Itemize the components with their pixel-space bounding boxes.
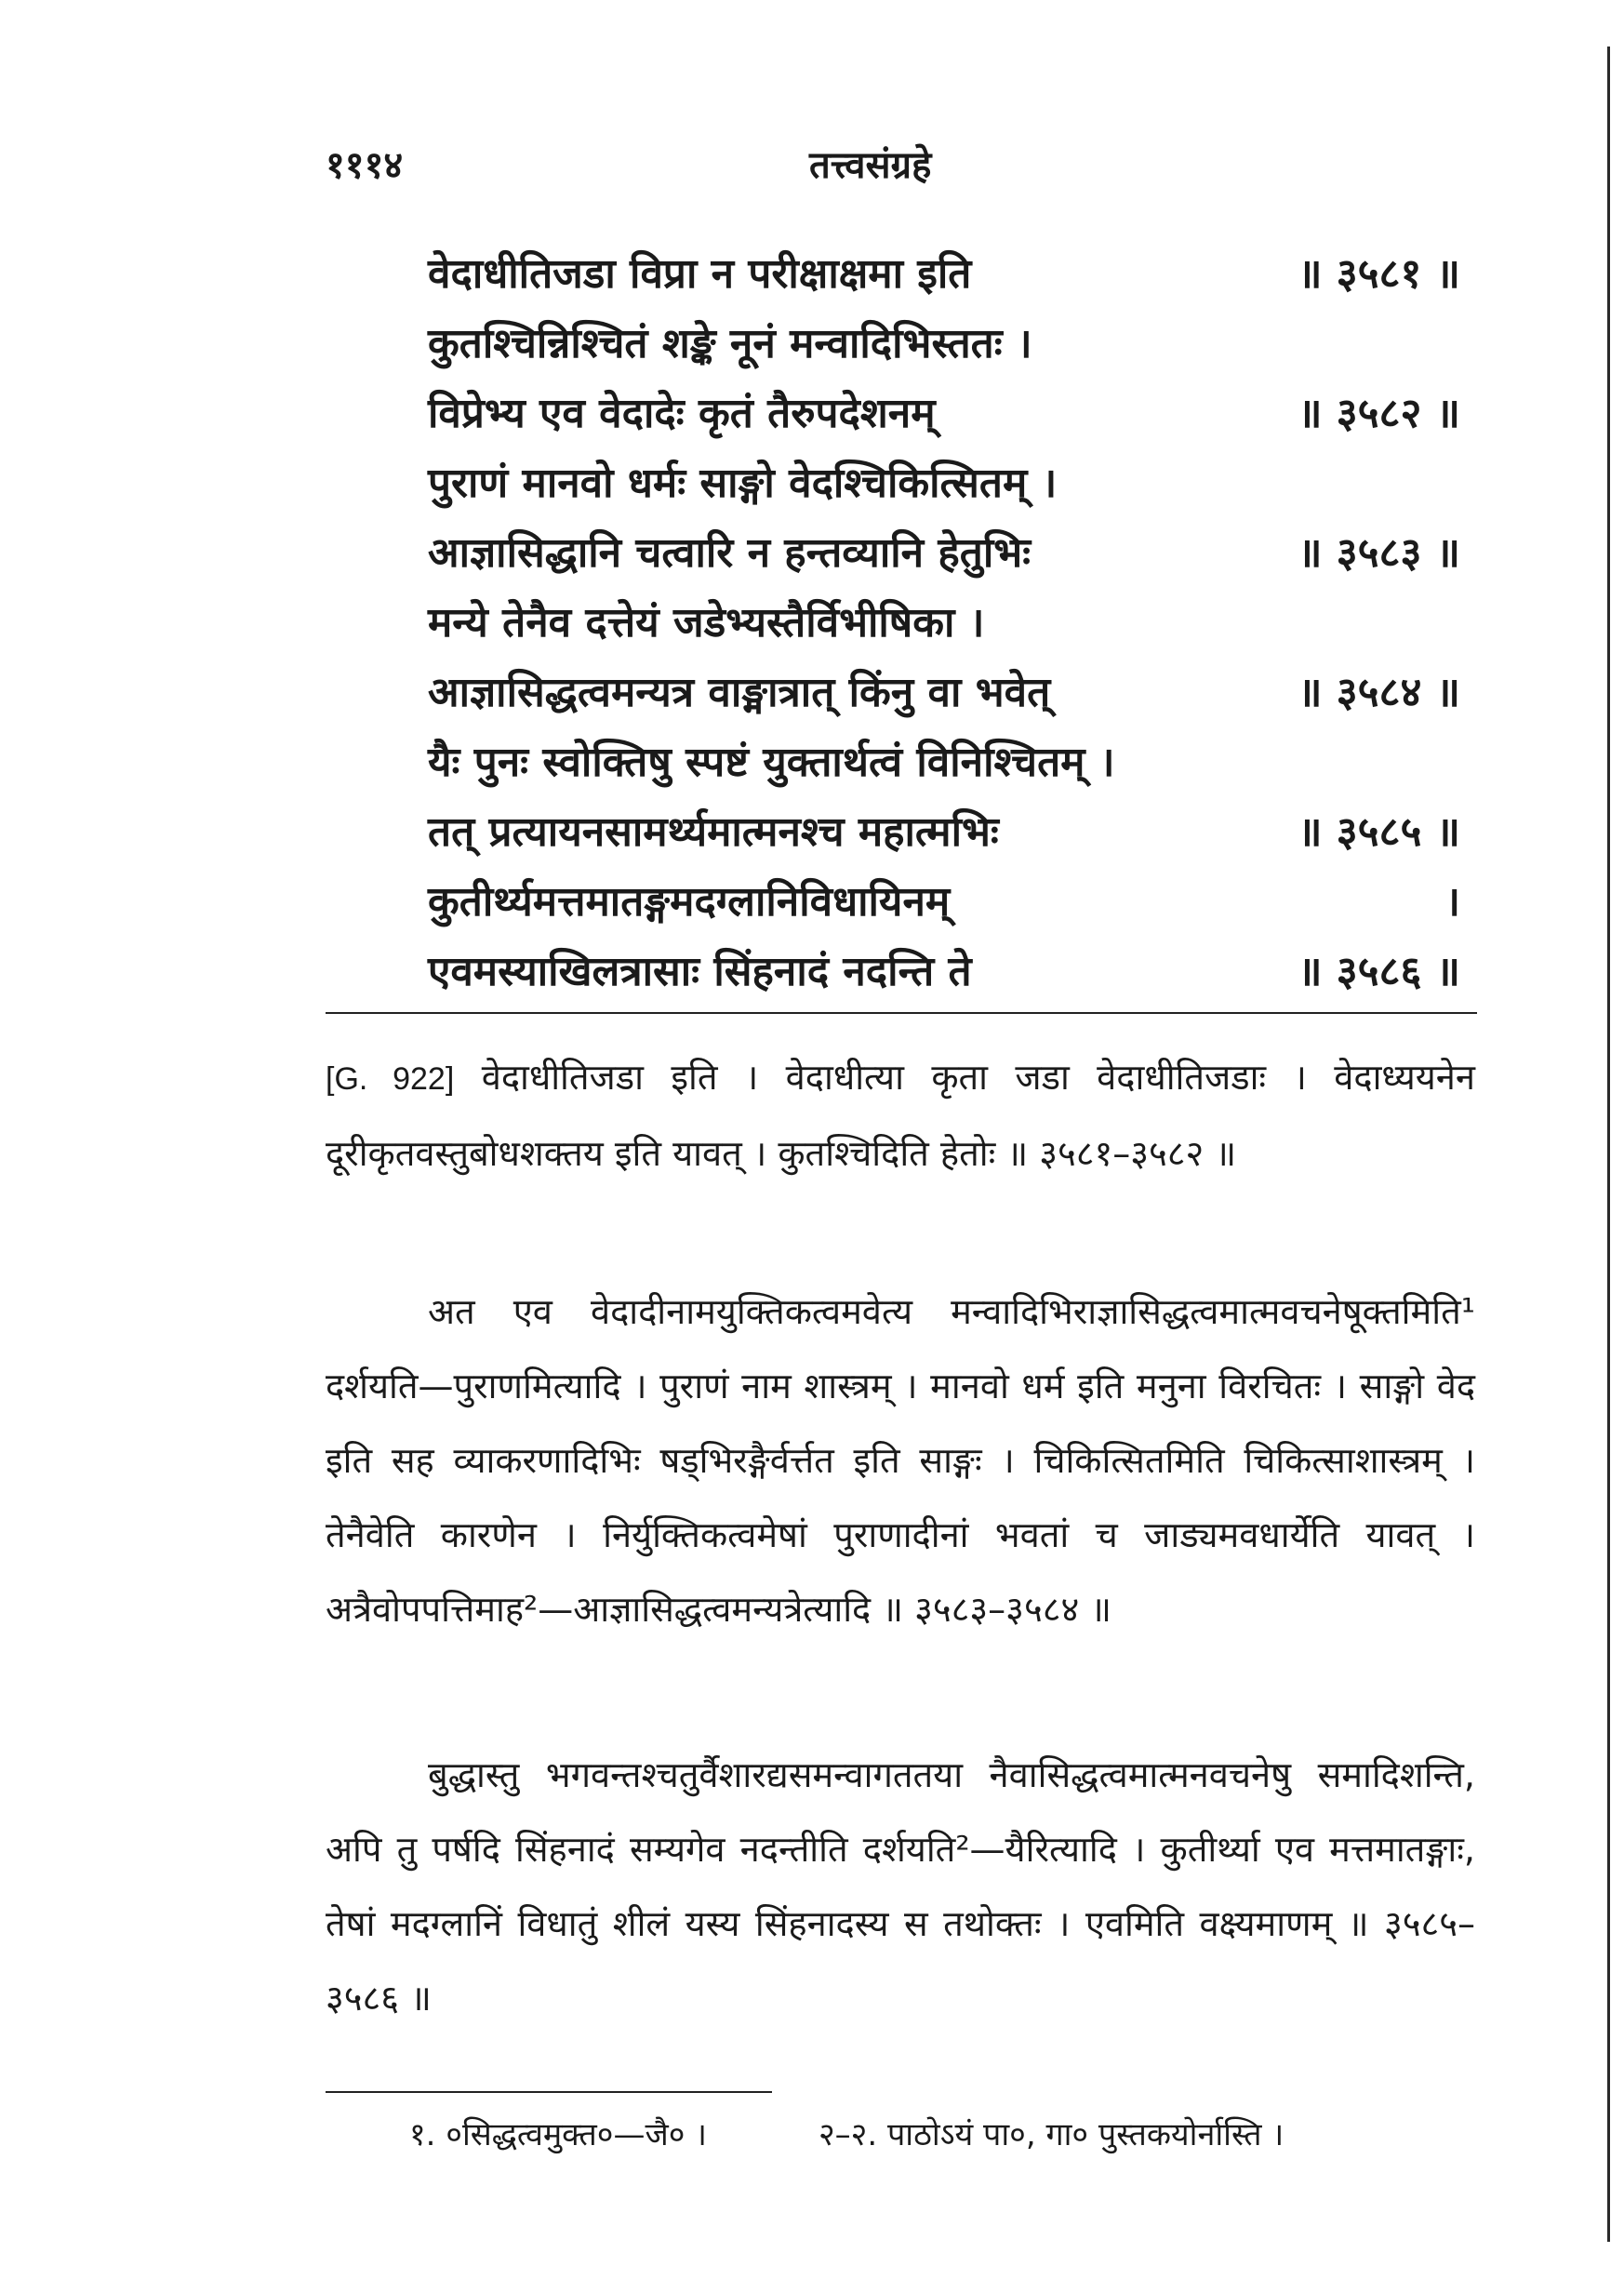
verse-number: ॥ ३५८१ ॥ xyxy=(1298,250,1460,298)
verse-number: । xyxy=(1444,878,1460,926)
commentary-text: अत एव वेदादीनामयुक्तिकत्वमवेत्य मन्वादिभिराज्ञासिद्धत्वमात्मवचनेषूक्तमिति¹ दर्शयति—पुराणमित्यादि । पुराणं नाम शास्त्रम् । मानवो धर्म इति मनुना विरचितः । साङ्गो वेद इति सह व्याकरणादिभिः षड्भिरङ्गैर्वर्त्तत इति साङ्गः । चिकित्सितमिति चिकित्साशास्त्रम् । तेनैवेति कारणेन । निर्युक्तिकत्वमेषां पुराणादीनां भवतां च जाड्यमवधार्येति यावत् । अत्रैवोपपत्तिमाह²—आज्ञासिद्धत्वमन्यत्रेत्यादि ॥ ३५८३–३५८४ ॥ xyxy=(326,1291,1475,1630)
verse-text: तत् प्रत्यायनसामर्थ्यमात्मनश्च महात्मभिः xyxy=(428,808,999,856)
verse-number: ॥ ३५८६ ॥ xyxy=(1298,948,1460,995)
footnote-2: २–२. पाठोऽयं पा०, गा० पुस्तकयोर्नास्ति । xyxy=(819,2116,1285,2153)
commentary-text: वेदाधीतिजडा इति । वेदाधीत्या कृता जडा वेदाधीतिजडाः । वेदाध्ययनेन दूरीकृतवस्तुबोधशक्तय इति यावत् । कुतश्चिदिति हेतोः ॥ ३५८१–३५८२ ॥ xyxy=(326,1057,1475,1174)
verse-number: ॥ ३५८२ ॥ xyxy=(1298,390,1460,437)
verse-commentary-divider xyxy=(326,1012,1477,1014)
verse-text: वेदाधीतिजडा विप्रा न परीक्षाक्षमा इति xyxy=(428,250,972,298)
commentary-paragraph xyxy=(326,1274,1475,1646)
verse-text: आज्ञासिद्धत्वमन्यत्र वाङ्मात्रात् किंनु वा भवेत् xyxy=(428,669,1051,716)
page-number: १११४ xyxy=(326,144,404,187)
verse-text: विप्रेभ्य एव वेदादेः कृतं तैरुपदेशनम् xyxy=(428,390,936,437)
verse-text: कुतश्चिन्निश्चितं शङ्के नूनं मन्वादिभिस्ततः । xyxy=(428,320,1032,367)
verse-text: यैः पुनः स्वोक्तिषु स्पष्टं युक्तार्थत्वं विनिश्चितम् । xyxy=(428,739,1115,786)
footnote-1: १. ०सिद्धत्वमुक्त०—जै० । xyxy=(409,2116,708,2153)
verse-number: ॥ ३५८३ ॥ xyxy=(1298,529,1460,577)
footnote-divider xyxy=(326,2091,772,2093)
commentary-text: बुद्धास्तु भगवन्तश्चतुर्वैशारद्यसमन्वागततया नैवासिद्धत्वमात्मनवचनेषु समादिशन्ति, अपि तु पर्षदि सिंहनादं सम्यगेव नदन्तीति दर्शयति²—यैरित्यादि । कुतीर्थ्या एव मत्तमातङ्गाः, तेषां मदग्लानिं विधातुं शीलं यस्य सिंहनादस्य स तथोक्तः । एवमिति वक्ष्यमाणम् ॥ ३५८५–३५८६ ॥ xyxy=(326,1754,1475,2019)
verse-number: ॥ ३५८५ ॥ xyxy=(1298,808,1460,856)
commentary-paragraph xyxy=(326,1040,1475,1191)
verse-text: एवमस्याखिलत्रासाः सिंहनादं नदन्ति ते xyxy=(428,948,972,995)
commentary-paragraph xyxy=(326,1738,1475,2035)
folio-reference: [G. 922] xyxy=(326,1061,455,1097)
verse-number: ॥ ३५८४ ॥ xyxy=(1298,669,1460,716)
running-title: तत्त्वसंग्रहे xyxy=(809,144,932,187)
verse-text: कुतीर्थ्यमत्तमातङ्गमदग्लानिविधायिनम् xyxy=(428,878,951,926)
page-edge-rule xyxy=(1607,47,1610,2242)
page-header xyxy=(0,138,1624,193)
verse-text: आज्ञासिद्धानि चत्वारि न हन्तव्यानि हेतुभिः xyxy=(428,529,1032,577)
verse-text: मन्ये तेनैव दत्तेयं जडेभ्यस्तैर्विभीषिका । xyxy=(428,599,985,646)
verse-text: पुराणं मानवो धर्मः साङ्गो वेदश्चिकित्सितम् । xyxy=(428,460,1058,507)
